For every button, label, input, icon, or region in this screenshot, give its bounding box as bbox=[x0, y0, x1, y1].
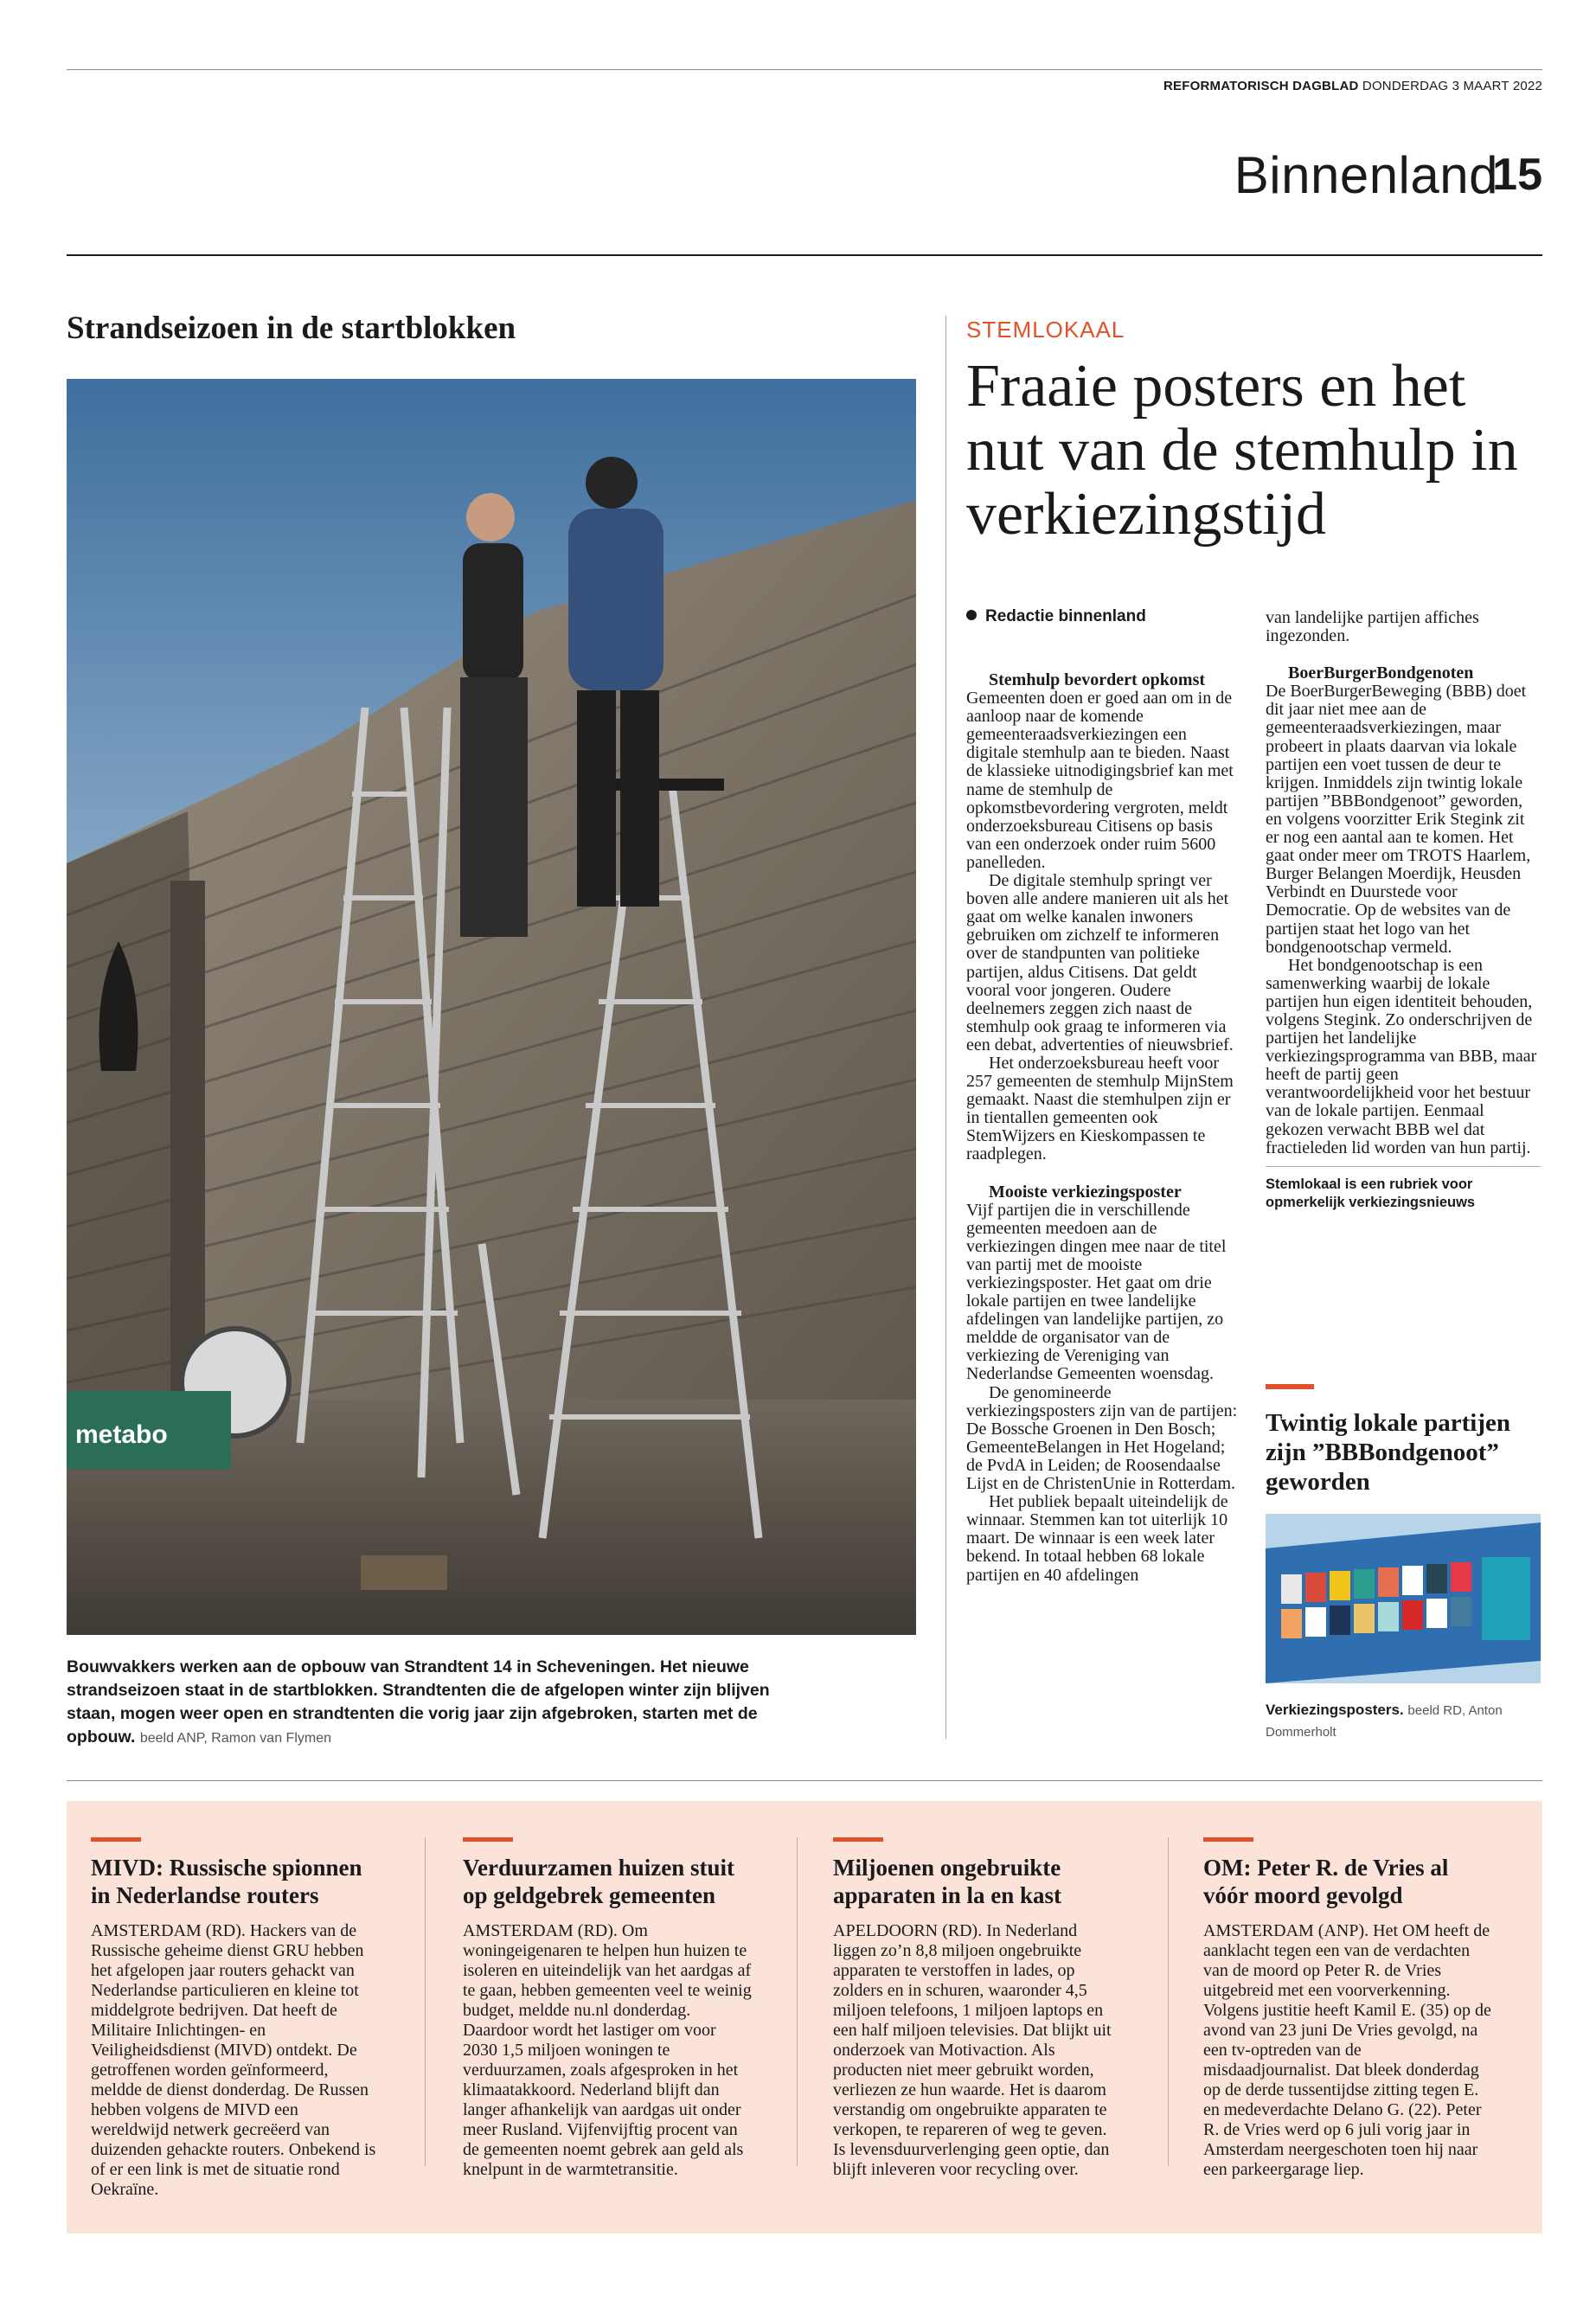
byline-bullet-icon bbox=[966, 610, 977, 620]
page-number: 15 bbox=[1492, 150, 1542, 200]
sidebar-caption-text: Verkiezingsposters. bbox=[1266, 1702, 1404, 1718]
column-separator bbox=[945, 316, 946, 1739]
article-column-1 bbox=[966, 671, 1240, 1585]
brief-separator bbox=[1168, 1837, 1169, 2166]
article-byline bbox=[966, 607, 1146, 626]
news-brief bbox=[91, 1837, 380, 2200]
masthead-divider bbox=[67, 69, 1542, 70]
brief-accent-bar bbox=[91, 1837, 141, 1842]
section-title: Binnenland bbox=[1234, 146, 1498, 204]
news-brief bbox=[833, 1837, 1122, 2180]
photo-caption-text: Bouwvakkers werken aan de opbouw van Strandtent 14 in Scheveningen. Het nieuwe strandseizoen staat in de startblokken. Strandtenten die de afgelopen winter zijn blijven staan, mogen weer open en strandtenten die vorig jaar zijn afgebroken, starten met de opbouw. bbox=[67, 1657, 770, 1747]
saw-brand-label: metabo bbox=[75, 1420, 168, 1449]
brief-body: AMSTERDAM (RD). Om woningeigenaren te helpen hun huizen te isoleren en uiteindelijk van het aardgas af te gaan, hebben gemeenten veel te weinig budget, meldde nu.nl donderdag. Daardoor wordt het lastiger om voor 2030 1,5 miljoen woningen te verduurzamen, zoals afgesproken in het klimaatakkoord. Nederland blijft dan langer afhankelijk van aardgas uit onder meer Rusland. Vijfenvijftig procent van de gemeenten noemt gebrek aan geld als knelpunt in de warmtetransitie. bbox=[463, 1921, 752, 2179]
subheading: Stemhulp bevordert opkomst bbox=[989, 670, 1206, 689]
paragraph: De digitale stemhulp springt ver boven alle andere manieren uit als het gaat om welke kanalen inwoners gebruiken om zichzelf te informeren over de standpunten van politieke partijen, aldus Citisens. Dat geldt vooral voor jongeren. Oudere deelnemers zeggen zich naast de stemhulp ook graag te informeren via een debat, advertenties of nieuwsbrief. bbox=[966, 871, 1234, 1054]
paragraph: De genomineerde verkiezingsposters zijn van de partijen: De Bossche Groenen in Den Bosch; GemeenteBelangen in Het Hogeland; de PvdA in Leiden; de Roosendaalse Lijst en de ChristenUnie in Rotterdam. bbox=[966, 1382, 1238, 1494]
issue-date: DONDERDAG 3 MAART 2022 bbox=[1362, 79, 1542, 93]
brief-separator bbox=[797, 1837, 798, 2166]
beach-construction-photo bbox=[67, 379, 916, 1635]
paragraph: Het onderzoeksbureau heeft voor 257 gemeenten de stemhulp MijnStem gemaakt. Naast die stemhulpen zijn er in tientallen gemeenten ook StemWijzers en Kieskompassen te raadplegen. bbox=[966, 1053, 1234, 1164]
election-posters-photo bbox=[1266, 1514, 1541, 1683]
photo-caption bbox=[67, 1656, 785, 1750]
brief-body: AMSTERDAM (RD). Hackers van de Russische geheime dienst GRU hebben het afgelopen jaar routers gehackt van Nederlandse particulieren en kleine tot middelgrote bedrijven. Dat heeft de Militaire Inlichtingen- en Veiligheidsdienst (MIVD) ontdekt. De getroffenen worden geïnformeerd, meldde de dienst donderdag. De Russen hebben volgens de MIVD een wereldwijd netwerk gecreëerd van duizenden gehackte routers. Onbekend is of er een link is met de situatie rond Oekraïne. bbox=[91, 1921, 376, 2199]
news-brief bbox=[1203, 1837, 1492, 2180]
sidebar-heading: Twintig lokale partijen zijn ”BBBondgenoot” geworden bbox=[1266, 1409, 1511, 1496]
paragraph: Het publiek bepaalt uiteindelijk de winnaar. Stemmen kan tot uiterlijk 10 maart. De winnaar is een week later bekend. In totaal hebben 68 lokale partijen en 40 afdelingen bbox=[966, 1492, 1228, 1585]
sidebar-accent-bar bbox=[1266, 1384, 1314, 1389]
sidebar-photo-caption bbox=[1266, 1700, 1542, 1743]
brief-title: OM: Peter R. de Vries al vóór moord gevolgd bbox=[1203, 1855, 1449, 1908]
brief-body: AMSTERDAM (ANP). Het OM heeft de aanklacht tegen een van de verdachten van de moord op Peter R. de Vries uitgebreid met een voorverkenning. Volgens justitie heeft Kamil E. (35) op de avond van 23 juni De Vries gevolgd, na een tv-optreden van de misdaadjournalist. Dat bleek donderdag op de derde tussentijdse zitting tegen E. en medeverdachte Delano G. (22). Peter R. de Vries werd op 6 juli vorig jaar in Amsterdam neergeschoten toen hij naar een parkeergarage liep. bbox=[1203, 1921, 1491, 2179]
paragraph: Vijf partijen die in verschillende gemeenten meedoen aan de verkiezingen dingen mee naar de titel van partij met de mooiste verkiezingsposter. Het gaat om drie lokale partijen en twee landelijke afdelingen van landelijke partijen, zo meldde de organisator van de verkiezing de Vereniging van Nederlandse Gemeenten woensdag. bbox=[966, 1200, 1227, 1384]
photo-credit: beeld ANP, Ramon van Flymen bbox=[139, 1731, 331, 1746]
sidebar-photo-credit: beeld RD, Anton Dommerholt bbox=[1266, 1703, 1503, 1740]
paper-dateline bbox=[1163, 79, 1542, 93]
paper-name: REFORMATORISCH DAGBLAD bbox=[1163, 79, 1359, 93]
brief-accent-bar bbox=[463, 1837, 513, 1842]
brief-separator bbox=[425, 1837, 426, 2166]
article-column-2 bbox=[1266, 609, 1541, 1212]
paragraph: Gemeenten doen er goed aan om in de aanloop naar de komende gemeenteraadsverkiezingen een digitale stemhulp aan te bieden. Naast de klassieke uitnodigingsbrief kan met name de stemhulp de opkomstbevordering vergroten, meldt onderzoeksbureau Citisens op basis van een onderzoek onder ruim 5600 panelleden. bbox=[966, 689, 1234, 872]
subheading: Mooiste verkiezingsposter bbox=[989, 1182, 1182, 1202]
article-headline: Fraaie posters en het nut van de stemhulp in verkiezingstijd bbox=[966, 353, 1518, 548]
article-kicker: STEMLOKAAL bbox=[966, 317, 1125, 343]
paragraph: van landelijke partijen affiches ingezonden. bbox=[1266, 608, 1479, 646]
brief-title: Miljoenen ongebruikte apparaten in la en kast bbox=[833, 1855, 1062, 1908]
brief-body: APELDOORN (RD). In Nederland liggen zo’n 8,8 miljoen ongebruikte apparaten te verstoffen in lades, op zolders en in schuren, waaronder 4,5 miljoen telefoons, 1 miljoen laptops en een half miljoen televisies. Dat blijkt uit onderzoek van Motivaction. Als producten niet meer gebruikt worden, verliezen ze hun waarde. Het is daarom verstandig om ongebruikte apparaten te verkopen, te repareren of weg te geven. Is levensduurverlenging geen optie, dan blijft inleveren voor recycling over. bbox=[833, 1921, 1112, 2179]
byline-text: Redactie binnenland bbox=[985, 607, 1146, 625]
paragraph: De BoerBurgerBeweging (BBB) doet dit jaar niet mee aan de gemeenteraadsverkiezingen, maar probeert in plaats daarvan via lokale partijen een voet tussen de deur te krijgen. Inmiddels zijn twintig lokale partijen ”BBBondgenoot” geworden, en volgens voorzitter Erik Stegink zit er nog een aantal aan te komen. Het gaat onder meer om TROTS Haarlem, Burger Belangen Moerdijk, Heusden Verbindt en Duurstede voor Democratie. Op de websites van de partijen staat het logo van het bondgenootschap vermeld. bbox=[1266, 682, 1531, 957]
subheading: BoerBurgerBondgenoten bbox=[1288, 663, 1474, 683]
brief-title: MIVD: Russische spionnen in Nederlandse routers bbox=[91, 1855, 362, 1908]
news-brief bbox=[463, 1837, 752, 2180]
brief-title: Verduurzamen huizen stuit op geldgebrek gemeenten bbox=[463, 1855, 735, 1908]
brief-accent-bar bbox=[833, 1837, 883, 1842]
brief-accent-bar bbox=[1203, 1837, 1253, 1842]
paragraph: Het bondgenootschap is een samenwerking waarbij de lokale partijen hun eigen identiteit behouden, volgens Stegink. Zo onderschrijven de partijen het landelijke verkiezingsprogramma van BBB, maar heeft de partij geen verantwoordelijkheid voor het bestuur van de lokale partijen. Eenmaal gekozen verwacht BBB wel dat fractieleden lid worden van hun partij. bbox=[1266, 955, 1537, 1157]
rubric-note: Stemlokaal is een rubriek voor opmerkelijk verkiezingsnieuws bbox=[1266, 1166, 1541, 1212]
header-rule bbox=[67, 254, 1542, 256]
photo-story-heading: Strandseizoen in de startblokken bbox=[67, 311, 516, 346]
briefs-top-rule bbox=[67, 1780, 1542, 1781]
